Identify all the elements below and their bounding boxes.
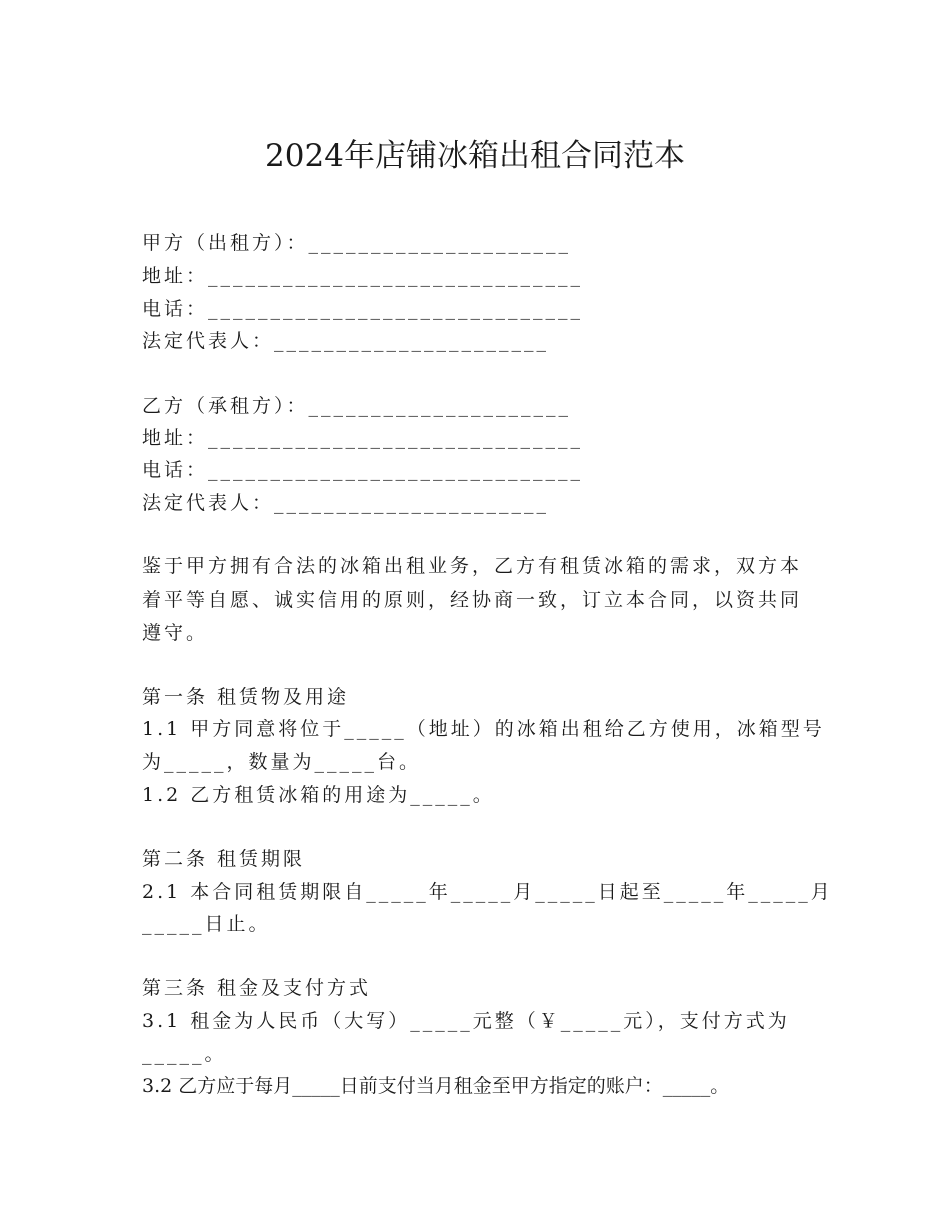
party-b-representative: 法定代表人：______________________: [142, 492, 550, 514]
article-1-line: 为_____，数量为_____台。: [142, 751, 422, 773]
party-b-phone: 电话：______________________________: [142, 459, 584, 481]
article-3-heading: 第三条 租金及支付方式: [142, 977, 372, 999]
preamble-line: 着平等自愿、诚实信用的原则，经协商一致，订立本合同，以资共同: [142, 589, 803, 611]
party-a-address: 地址：______________________________: [142, 265, 584, 287]
article-2-line: _____日止。: [142, 913, 271, 935]
party-a-label: 甲方（出租方）：_____________________: [142, 232, 572, 254]
page-title: 2024年店铺冰箱出租合同范本: [265, 138, 685, 174]
party-b-address: 地址：______________________________: [142, 427, 584, 449]
article-1-line: 1.2 乙方租赁冰箱的用途为_____。: [142, 784, 495, 806]
party-b-label: 乙方（承租方）：_____________________: [142, 395, 572, 417]
article-2-heading: 第二条 租赁期限: [142, 848, 306, 870]
article-2-line: 2.1 本合同租赁期限自_____年_____月_____日起至_____年_____月: [142, 881, 833, 903]
article-1-line: 1.1 甲方同意将位于_____（地址）的冰箱出租给乙方使用，冰箱型号: [142, 718, 825, 740]
article-3-line: 3.1 租金为人民币（大写）_____元整（￥_____元），支付方式为: [142, 1010, 790, 1032]
article-3-line: _____。: [142, 1043, 227, 1065]
article-3-line: 3.2 乙方应于每月_____日前支付当月租金至甲方指定的账户：_____。: [142, 1075, 730, 1097]
party-a-phone: 电话：______________________________: [142, 298, 584, 320]
preamble-line: 鉴于甲方拥有合法的冰箱出租业务，乙方有租赁冰箱的需求，双方本: [142, 555, 803, 577]
article-1-heading: 第一条 租赁物及用途: [142, 686, 350, 708]
party-a-representative: 法定代表人：______________________: [142, 330, 550, 352]
preamble-line: 遵守。: [142, 622, 209, 644]
